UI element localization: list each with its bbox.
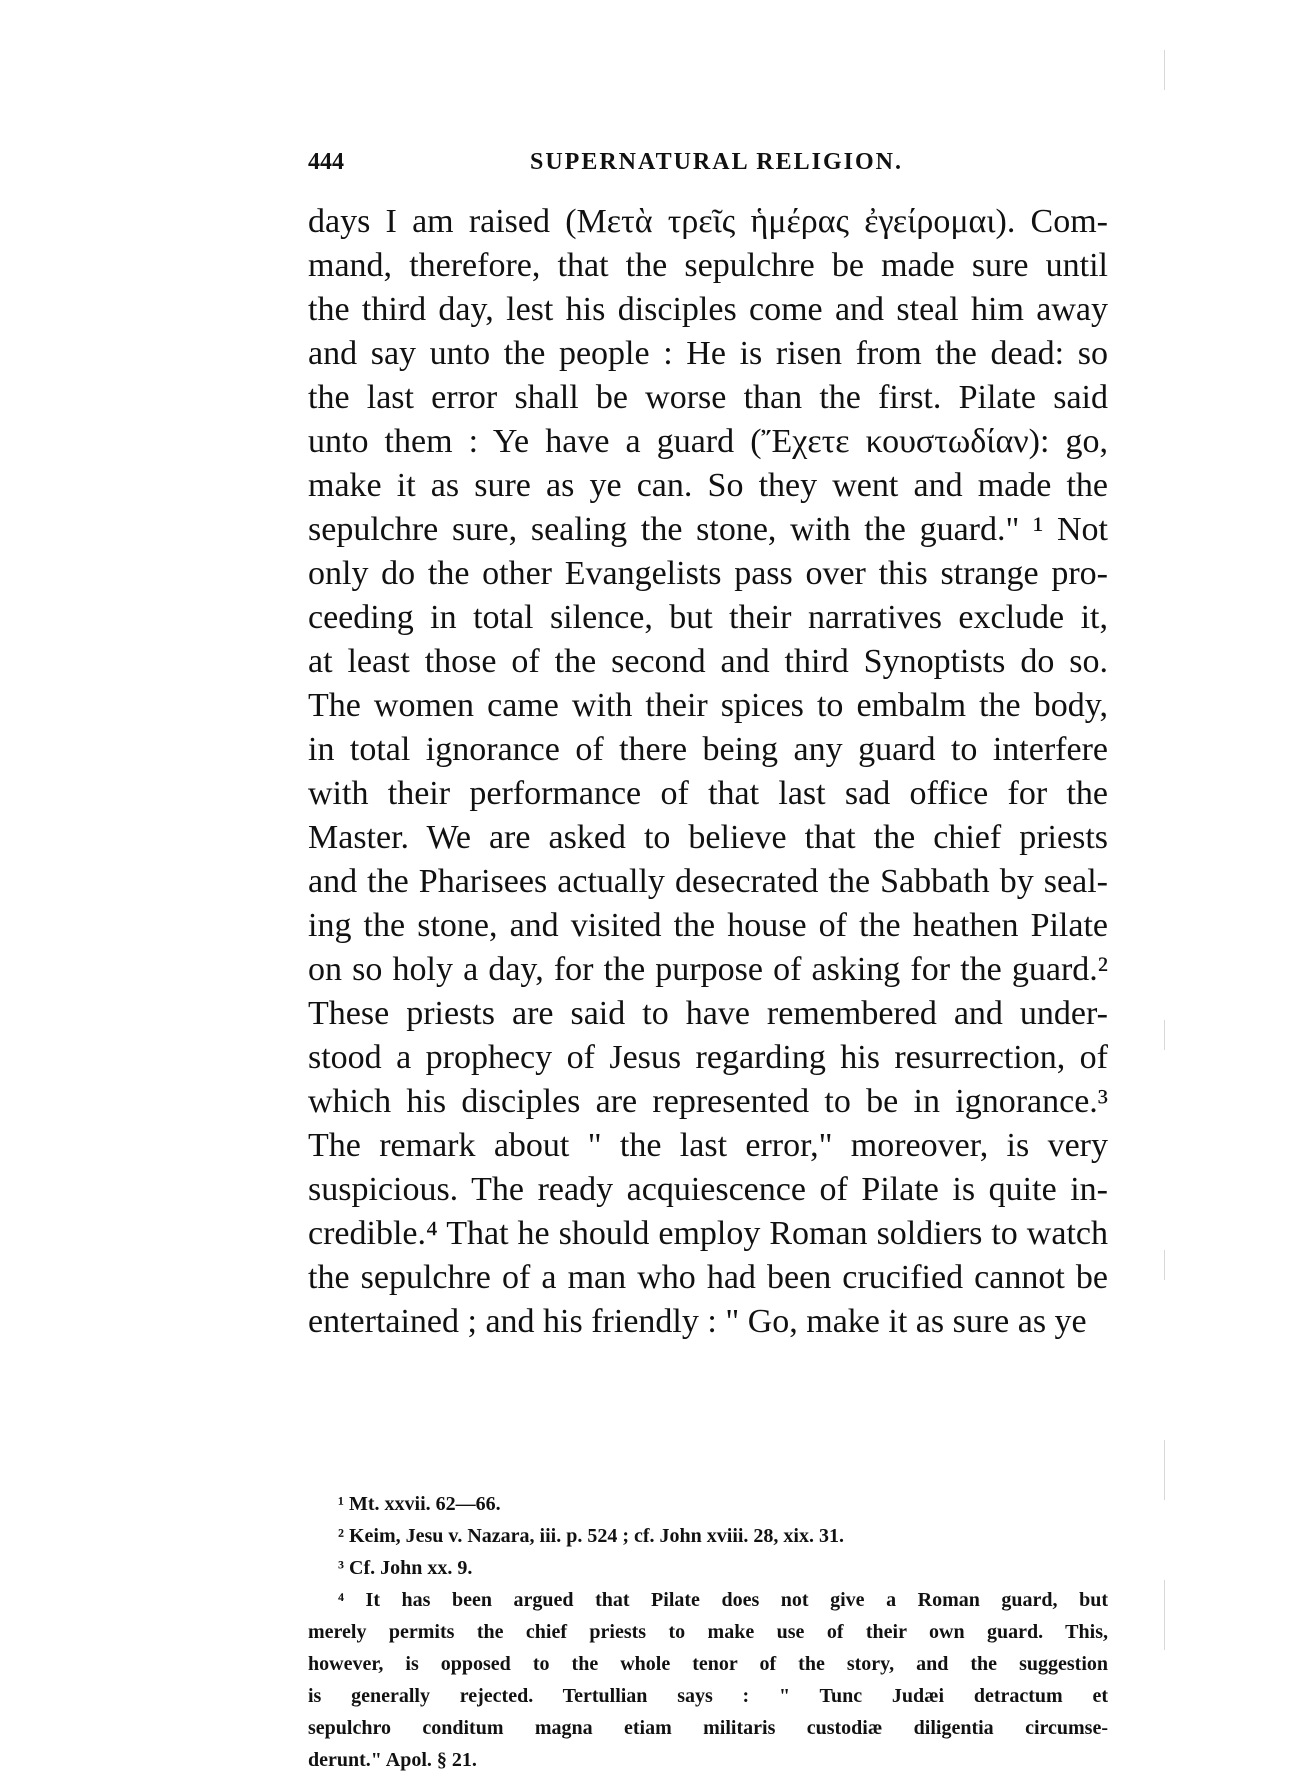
text-line: Master. We are asked to believe that the chief priests — [308, 819, 1108, 856]
text-line: entertained ; and his friendly : " Go, make it as sure as ye — [308, 1303, 1087, 1340]
text-line: the last error shall be worse than the first. Pilate said — [308, 379, 1108, 416]
text-line: the sepulchre of a man who had been crucified cannot be — [308, 1259, 1108, 1296]
scan-edge-mark — [1164, 1250, 1165, 1280]
footnote-2: ² Keim, Jesu v. Nazara, iii. p. 524 ; cf. John xviii. 28, xix. 31. — [338, 1525, 844, 1547]
footnote-4-line: is generally rejected. Tertullian says : " Tunc Judæi detractum et — [308, 1685, 1108, 1707]
text-line: make it as sure as ye can. So they went and made the — [308, 467, 1108, 504]
text-line: ceeding in total silence, but their narratives exclude it, — [308, 599, 1108, 636]
footnotes — [308, 1488, 1108, 1776]
scan-edge-mark — [1164, 1440, 1165, 1500]
text-line: The remark about " the last error," moreover, is very — [308, 1127, 1108, 1164]
text-line: which his disciples are represented to be in ignorance.³ — [308, 1083, 1108, 1120]
footnote-1: ¹ Mt. xxvii. 62—66. — [338, 1493, 501, 1515]
text-line: the third day, lest his disciples come and steal him away — [308, 291, 1108, 328]
scan-edge-mark — [1164, 50, 1165, 90]
footnote-4-line: merely permits the chief priests to make use of their own guard. This, — [308, 1621, 1108, 1643]
main-text — [308, 200, 1108, 1344]
text-line: with their performance of that last sad office for the — [308, 775, 1108, 812]
footnote-4-line: ⁴ It has been argued that Pilate does not give a Roman guard, but — [338, 1589, 1108, 1611]
footnote-4-line: however, is opposed to the whole tenor of the story, and the suggestion — [308, 1653, 1108, 1675]
text-line: These priests are said to have remembered and under- — [308, 995, 1108, 1032]
text-line: and say unto the people : He is risen from the dead: so — [308, 335, 1108, 372]
text-line: stood a prophecy of Jesus regarding his resurrection, of — [308, 1039, 1108, 1076]
footnote-4-line: derunt." Apol. § 21. — [308, 1749, 477, 1771]
text-line: in total ignorance of there being any guard to interfere — [308, 731, 1108, 768]
text-line: days I am raised (Μετὰ τρεῖς ἡμέρας ἐγείρομαι). Com- — [308, 203, 1108, 240]
text-line: at least those of the second and third Synoptists do so. — [308, 643, 1108, 680]
running-title: SUPERNATURAL RELIGION. — [530, 149, 903, 175]
scan-edge-mark — [1164, 1580, 1165, 1650]
footnote-4-line: sepulchro conditum magna etiam militaris custodiæ diligentia circumse- — [308, 1717, 1108, 1739]
text-line: mand, therefore, that the sepulchre be made sure until — [308, 247, 1108, 284]
text-line: suspicious. The ready acquiescence of Pilate is quite in- — [308, 1171, 1108, 1208]
scan-edge-mark — [1164, 1020, 1165, 1050]
text-line: ing the stone, and visited the house of the heathen Pilate — [308, 907, 1108, 944]
text-line: credible.⁴ That he should employ Roman soldiers to watch — [308, 1215, 1108, 1252]
text-line: unto them : Ye have a guard (Ἔχετε κουστωδίαν): go, — [308, 423, 1108, 460]
page-number: 444 — [308, 149, 344, 175]
footnote-3: ³ Cf. John xx. 9. — [338, 1557, 473, 1579]
text-line: sepulchre sure, sealing the stone, with the guard." ¹ Not — [308, 511, 1108, 548]
text-line: The women came with their spices to embalm the body, — [308, 687, 1108, 724]
running-head — [308, 146, 1108, 178]
text-line: only do the other Evangelists pass over this strange pro- — [308, 555, 1108, 592]
text-line: and the Pharisees actually desecrated the Sabbath by seal- — [308, 863, 1108, 900]
text-line: on so holy a day, for the purpose of asking for the guard.² — [308, 951, 1108, 988]
